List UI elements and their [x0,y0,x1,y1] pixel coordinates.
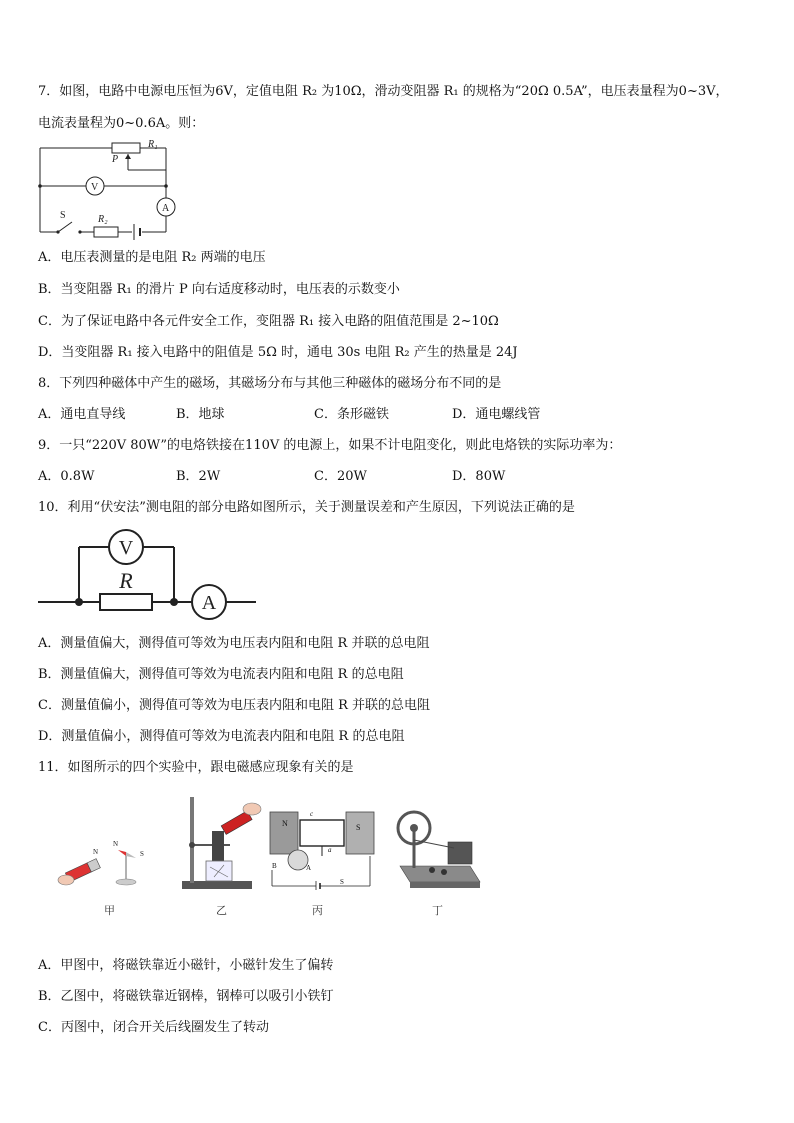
q11-caption-bing: 丙 [312,904,323,917]
q10-option-d[interactable]: D．测量值偏小，测得值可等效为电流表内阻和电阻 R 的总电阻 [38,729,405,744]
svg-text:S: S [340,878,344,886]
q10-label-v: V [118,537,134,559]
q7-label-a: A [162,203,170,214]
q10-circuit-diagram [36,526,260,622]
svg-text:S: S [356,823,361,832]
q11-caption-yi: 乙 [216,904,227,917]
q9-option-c[interactable]: C．20W [314,469,367,484]
q7-r1-resistor [112,143,140,153]
q7-stem-line1: 7．如图，电路中电源电压恒为6V，定值电阻 R₂ 为10Ω，滑动变阻器 R₁ 的规格为“20Ω 0.5A”，电压表量程为0~3V， [38,84,729,99]
q7-label-r1: R₁ [148,139,158,150]
q9-option-a[interactable]: A．0.8W [38,469,95,484]
q8-option-c[interactable]: C．条形磁铁 [314,407,389,422]
q7-label-r2: R₂ [98,214,108,225]
q10-option-a[interactable]: A．测量值偏大，测得值可等效为电压表内阻和电阻 R 并联的总电阻 [38,636,430,651]
q9-option-d[interactable]: D．80W [452,469,506,484]
q10-resistor [100,594,152,610]
q8-stem: 8．下列四种磁体中产生的磁场，其磁场分布与其他三种磁体的磁场分布不同的是 [38,376,502,391]
svg-text:B: B [272,862,277,870]
svg-text:a: a [328,846,332,854]
q11-caption-jia: 甲 [104,904,115,917]
q7-circuit-diagram [36,138,186,246]
q11-option-a[interactable]: A．甲图中，将磁铁靠近小磁针，小磁针发生了偏转 [38,958,334,973]
q11-stem: 11．如图所示的四个实验中，跟电磁感应现象有关的是 [38,760,354,775]
q7-label-v: V [91,182,99,193]
q7-option-b[interactable]: B．当变阻器 R₁ 的滑片 P 向右适度移动时，电压表的示数变小 [38,282,400,297]
svg-text:N: N [282,819,288,828]
q7-label-s: S [60,210,66,221]
q10-stem: 10．利用“伏安法”测电阻的部分电路如图所示，关于测量误差和产生原因，下列说法正确的是 [38,500,575,515]
svg-text:S: S [140,850,144,858]
q8-option-b[interactable]: B．地球 [176,407,225,422]
q7-r2-resistor [94,227,118,237]
q9-option-b[interactable]: B．2W [176,469,221,484]
q7-option-a[interactable]: A．电压表测量的是电阻 R₂ 两端的电压 [38,250,266,265]
q7-label-p: P [112,154,119,165]
svg-text:c: c [310,810,314,818]
q11-figure-bing [268,806,376,890]
q10-label-a: A [201,592,217,614]
svg-text:A: A [306,864,312,872]
q11-figure-jia [56,832,156,892]
q11-option-b[interactable]: B．乙图中，将磁铁靠近钢棒，钢棒可以吸引小铁钉 [38,989,334,1004]
q10-option-b[interactable]: B．测量值偏大，测得值可等效为电流表内阻和电阻 R 的总电阻 [38,667,404,682]
q11-figure-yi [178,793,266,895]
q8-option-a[interactable]: A．通电直导线 [38,407,126,422]
svg-text:N: N [93,848,99,856]
q8-option-d[interactable]: D．通电螺线管 [452,407,541,422]
q7-option-d[interactable]: D．当变阻器 R₁ 接入电路中的阻值是 5Ω 时，通电 30s 电阻 R₂ 产生的热量是 24J [38,345,518,360]
q11-caption-ding: 丁 [432,904,443,917]
q10-option-c[interactable]: C．测量值偏小，测得值可等效为电压表内阻和电阻 R 并联的总电阻 [38,698,430,713]
q9-stem: 9．一只“220V 80W”的电烙铁接在110V 的电源上，如果不计电阻变化，则此电烙铁的实际功率为： [38,438,622,453]
svg-text:N: N [113,840,119,848]
q11-option-c[interactable]: C．丙图中，闭合开关后线圈发生了转动 [38,1020,269,1035]
q7-option-c[interactable]: C．为了保证电路中各元件安全工作，变阻器 R₁ 接入电路的阻值范围是 2~10Ω [38,314,499,329]
q10-label-r: R [119,568,133,593]
q11-figure-ding [392,806,484,894]
q7-stem-line2: 电流表量程为0~0.6A。则： [38,116,205,131]
